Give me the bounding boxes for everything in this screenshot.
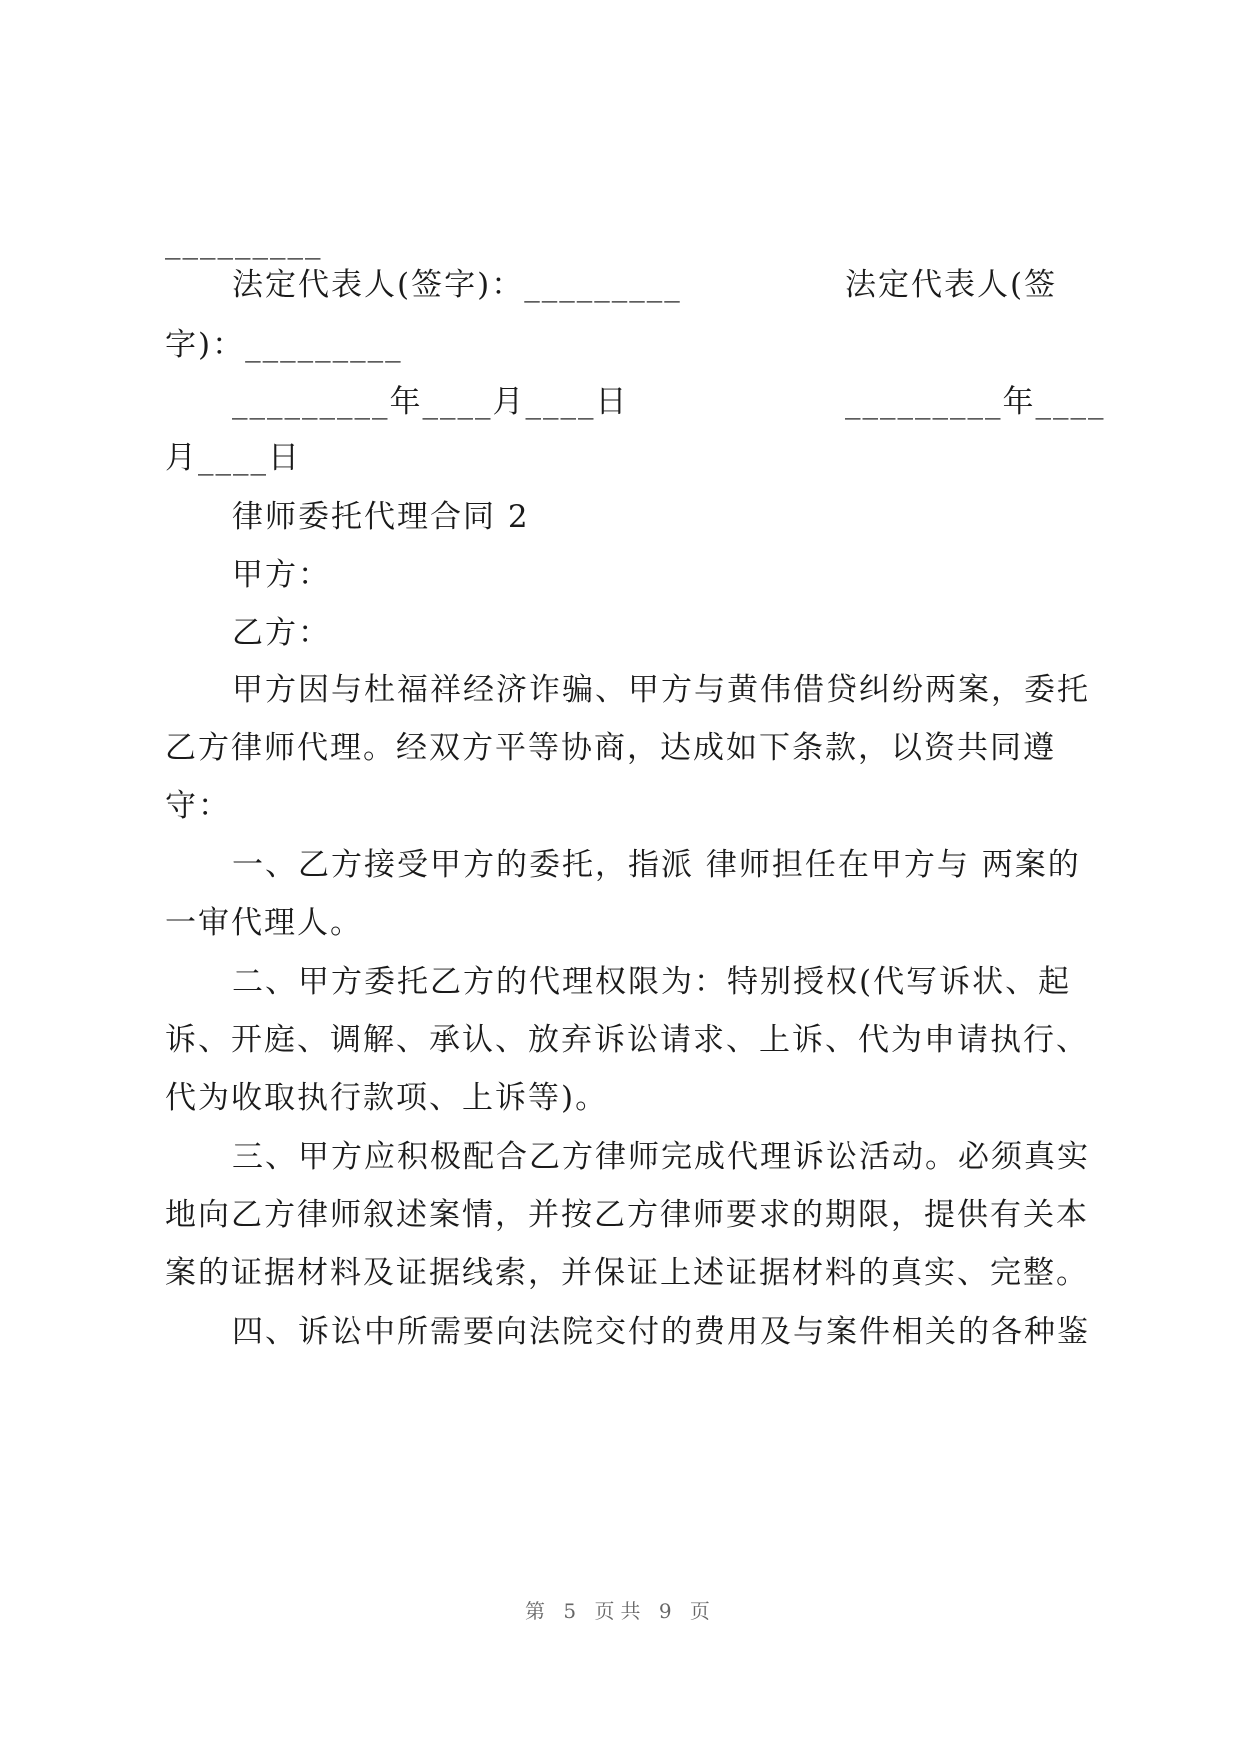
clause-3-line: 地向乙方律师叙述案情，并按乙方律师要求的期限，提供有关本 [165, 1197, 1089, 1233]
clause-2-line: 诉、开庭、调解、承认、放弃诉讼请求、上诉、代为申请执行、 [165, 1022, 1089, 1058]
clause-1-line: 一审代理人。 [165, 905, 363, 941]
party-a-label: 甲方： [232, 557, 331, 593]
paragraph-intro-line: 甲方因与杜福祥经济诈骗、甲方与黄伟借贷纠纷两案，委托 [232, 672, 1090, 708]
paragraph-intro-line: 乙方律师代理。经双方平等协商，达成如下条款，以资共同遵 [165, 730, 1056, 766]
date-left: _________年____月____日 [232, 384, 629, 420]
clause-2-line: 二、甲方委托乙方的代理权限为：特别授权(代写诉状、起 [232, 964, 1072, 1000]
date-right: _________年____ [845, 384, 1106, 420]
clause-1-line: 一、乙方接受甲方的委托，指派 律师担任在甲方与 两案的 [232, 847, 1081, 883]
paragraph-intro-line: 守： [165, 788, 231, 824]
signature-right-continued: 字)：_________ [165, 327, 403, 363]
clause-4-line: 四、诉讼中所需要向法院交付的费用及与案件相关的各种鉴 [232, 1314, 1090, 1350]
signature-right-label: 法定代表人(签 [845, 267, 1058, 303]
contract-title: 律师委托代理合同 2 [232, 499, 530, 535]
clause-3-line: 三、甲方应积极配合乙方律师完成代理诉讼活动。必须真实 [232, 1139, 1090, 1175]
date-right-continued: 月____日 [165, 440, 301, 476]
clause-2-line: 代为收取执行款项、上诉等)。 [165, 1080, 609, 1116]
clause-3-line: 案的证据材料及证据线索，并保证上述证据材料的真实、完整。 [165, 1255, 1089, 1291]
party-b-label: 乙方： [232, 615, 331, 651]
signature-blank-line: _________ [165, 224, 323, 260]
page-number-footer: 第 5 页共 9 页 [525, 1599, 716, 1623]
signature-left-label: 法定代表人(签字)：_________ [232, 267, 682, 303]
